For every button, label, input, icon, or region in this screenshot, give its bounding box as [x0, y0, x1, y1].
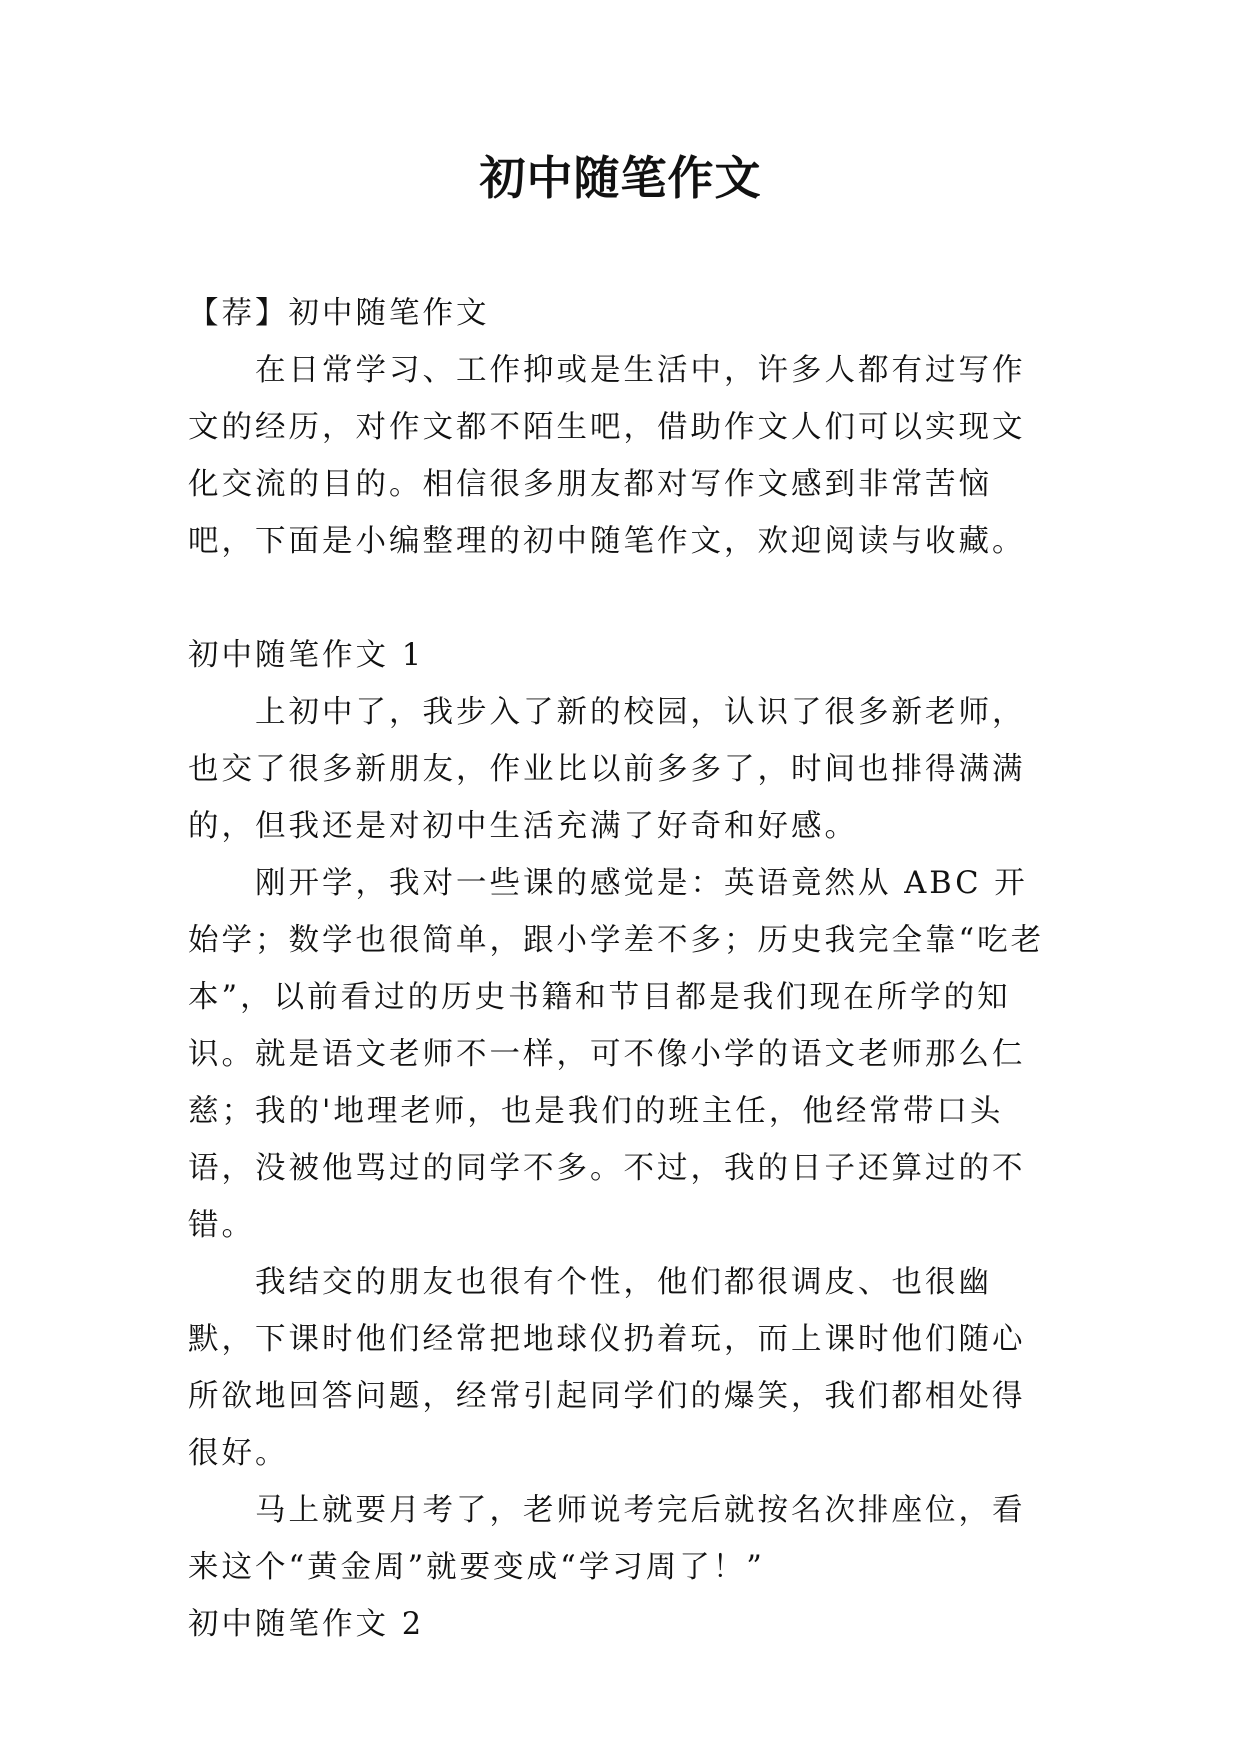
document-subtitle: 【荐】初中随笔作文 [188, 296, 490, 331]
section-1-paragraph-3: 我结交的朋友也很有个性，他们都很调皮、也很幽默，下课时他们经常把地球仪扔着玩，而上课时他们随心所欲地回答问题，经常引起同学们的爆笑，我们都相处得很好。 [188, 1265, 1026, 1471]
document-title: 初中随笔作文 [479, 151, 762, 205]
document-body [188, 285, 1058, 1653]
section-heading-1: 初中随笔作文 1 [188, 638, 425, 673]
intro-paragraph: 在日常学习、工作抑或是生活中，许多人都有过写作文的经历，对作文都不陌生吧，借助作文人们可以实现文化交流的目的。相信很多朋友都对写作文感到非常苦恼吧，下面是小编整理的初中随笔作文，欢迎阅读与收藏。 [188, 353, 1026, 559]
section-1-paragraph-2: 刚开学，我对一些课的感觉是：英语竟然从 ABC 开始学；数学也很简单，跟小学差不多；历史我完全靠“吃老本”，以前看过的历史书籍和节目都是我们现在所学的知识。就是语文老师不一样，可不像小学的语文老师那么仁慈；我的'地理老师，也是我们的班主任，他经常带口头语，没被他骂过的同学不多。不过，我的日子还算过的不错。 [188, 866, 1045, 1243]
section-1-paragraph-4: 马上就要月考了，老师说考完后就按名次排座位，看来这个“黄金周”就要变成“学习周了！” [188, 1493, 1026, 1585]
section-heading-2: 初中随笔作文 2 [188, 1607, 425, 1642]
section-1-paragraph-1: 上初中了，我步入了新的校园，认识了很多新老师，也交了很多新朋友，作业比以前多多了，时间也排得满满的，但我还是对初中生活充满了好奇和好感。 [188, 695, 1026, 844]
section-spacer [188, 570, 1058, 627]
